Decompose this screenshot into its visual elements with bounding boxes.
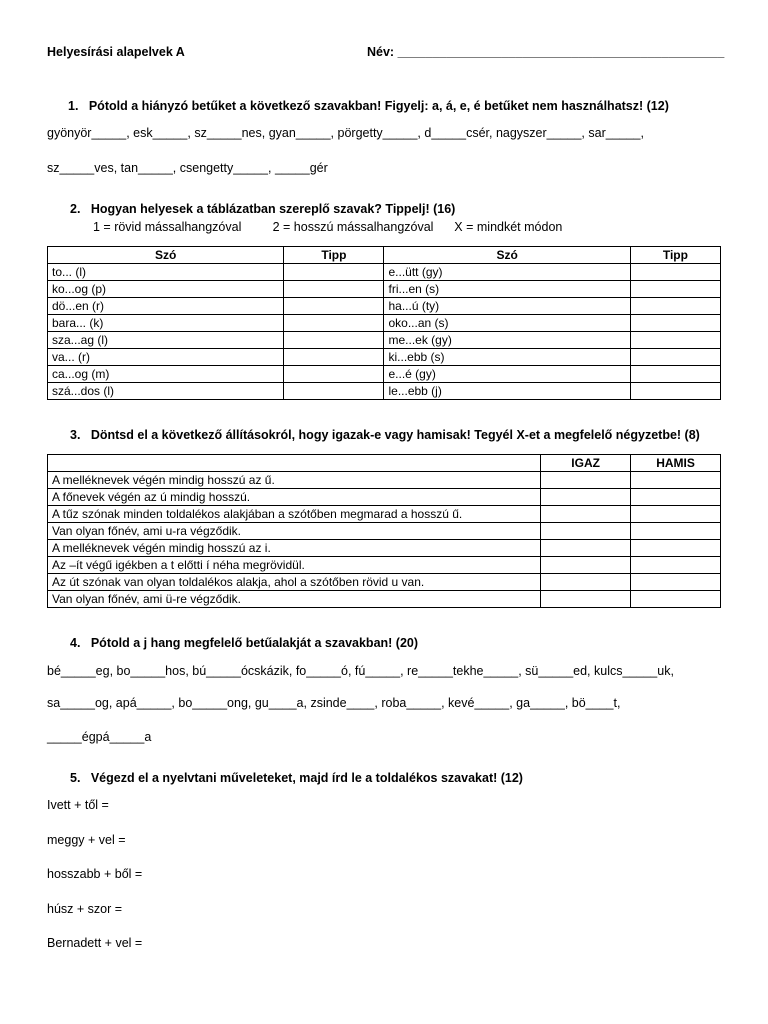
false-checkbox-cell[interactable] xyxy=(631,489,721,506)
word-cell: bara... (k) xyxy=(48,315,284,332)
statement-cell: A melléknevek végén mindig hosszú az i. xyxy=(48,540,541,557)
table-row xyxy=(48,315,721,332)
true-checkbox-cell[interactable] xyxy=(541,557,631,574)
word-cell: ki...ebb (s) xyxy=(384,349,630,366)
col-header-word: Szó xyxy=(48,247,284,264)
guess-cell[interactable] xyxy=(284,315,384,332)
word-cell: oko...an (s) xyxy=(384,315,630,332)
false-checkbox-cell[interactable] xyxy=(631,591,721,608)
task5-item[interactable]: húsz + szor = xyxy=(47,902,123,916)
guess-cell[interactable] xyxy=(284,264,384,281)
table-row xyxy=(48,383,721,400)
word-cell: to... (l) xyxy=(48,264,284,281)
table-row xyxy=(48,349,721,366)
guess-cell[interactable] xyxy=(284,349,384,366)
true-checkbox-cell[interactable] xyxy=(541,489,631,506)
task4-line-3[interactable]: _____égpá_____a xyxy=(47,730,152,744)
task3-header-row xyxy=(48,455,721,472)
name-field-label[interactable]: Név: _______________________________________________ xyxy=(367,45,725,59)
guess-cell[interactable] xyxy=(284,281,384,298)
word-cell: ca...og (m) xyxy=(48,366,284,383)
word-cell: le...ebb (j) xyxy=(384,383,630,400)
col-header-false: HAMIS xyxy=(631,455,721,472)
table-row xyxy=(48,540,721,557)
false-checkbox-cell[interactable] xyxy=(631,506,721,523)
task4-line-2[interactable]: sa_____og, apá_____, bo_____ong, gu____a, zsinde____, roba_____, kevé_____, ga_____, bö____t, xyxy=(47,696,621,710)
task1-line-2[interactable]: sz_____ves, tan_____, csengetty_____, _____gér xyxy=(47,161,328,175)
statement-cell: A tűz szónak minden toldalékos alakjában a szótőben megmarad a hosszú ű. xyxy=(48,506,541,523)
task4-heading: 4. Pótold a j hang megfelelő betűalakját a szavakban! (20) xyxy=(70,636,419,650)
task5-item[interactable]: meggy + vel = xyxy=(47,833,126,847)
col-header-guess: Tipp xyxy=(284,247,384,264)
task2-heading: 2. Hogyan helyesek a táblázatban szereplő szavak? Tippelj! (16) xyxy=(70,202,456,216)
true-checkbox-cell[interactable] xyxy=(541,523,631,540)
word-cell: ko...og (p) xyxy=(48,281,284,298)
task5-item[interactable]: hosszabb + ből = xyxy=(47,867,143,881)
guess-cell[interactable] xyxy=(630,315,720,332)
task2-header-row xyxy=(48,247,721,264)
guess-cell[interactable] xyxy=(630,298,720,315)
statement-cell: Az –ít végű igékben a t előtti í néha megrövidül. xyxy=(48,557,541,574)
task1-heading: 1. Pótold a hiányzó betűket a következő szavakban! Figyelj: a, á, e, é betűket nem használhatsz! (12) xyxy=(68,99,669,113)
table-row xyxy=(48,523,721,540)
true-checkbox-cell[interactable] xyxy=(541,574,631,591)
table-row xyxy=(48,489,721,506)
statement-cell: Van olyan főnév, ami ü-re végződik. xyxy=(48,591,541,608)
true-checkbox-cell[interactable] xyxy=(541,472,631,489)
table-row xyxy=(48,298,721,315)
task5-heading: 5. Végezd el a nyelvtani műveleteket, majd írd le a toldalékos szavakat! (12) xyxy=(70,771,523,785)
word-cell: e...ütt (gy) xyxy=(384,264,630,281)
task2-table xyxy=(47,246,721,400)
statement-cell: A melléknevek végén mindig hosszú az ű. xyxy=(48,472,541,489)
table-row xyxy=(48,557,721,574)
true-checkbox-cell[interactable] xyxy=(541,591,631,608)
word-cell: szá...dos (l) xyxy=(48,383,284,400)
col-header-word: Szó xyxy=(384,247,630,264)
task5-item[interactable]: Bernadett + vel = xyxy=(47,936,143,950)
worksheet-title: Helyesírási alapelvek A xyxy=(47,45,185,59)
table-row xyxy=(48,574,721,591)
guess-cell[interactable] xyxy=(630,281,720,298)
task4-line-1[interactable]: bé_____eg, bo_____hos, bú_____ócskázik, fo_____ó, fú_____, re_____tekhe_____, sü_____ed, kulcs_____uk, xyxy=(47,664,674,678)
col-header-blank xyxy=(48,455,541,472)
false-checkbox-cell[interactable] xyxy=(631,472,721,489)
guess-cell[interactable] xyxy=(630,383,720,400)
guess-cell[interactable] xyxy=(630,349,720,366)
table-row xyxy=(48,264,721,281)
task2-legend: 1 = rövid mássalhangzóval 2 = hosszú mássalhangzóval X = mindkét módon xyxy=(93,220,563,234)
guess-cell[interactable] xyxy=(284,383,384,400)
task3-heading: 3. Döntsd el a következő állításokról, hogy igazak-e vagy hamisak! Tegyél X-et a megfelelő négyzetbe! (8) xyxy=(70,428,700,442)
word-cell: sza...ag (l) xyxy=(48,332,284,349)
true-checkbox-cell[interactable] xyxy=(541,540,631,557)
guess-cell[interactable] xyxy=(284,366,384,383)
false-checkbox-cell[interactable] xyxy=(631,523,721,540)
guess-cell[interactable] xyxy=(284,298,384,315)
table-row xyxy=(48,591,721,608)
col-header-true: IGAZ xyxy=(541,455,631,472)
true-checkbox-cell[interactable] xyxy=(541,506,631,523)
false-checkbox-cell[interactable] xyxy=(631,540,721,557)
false-checkbox-cell[interactable] xyxy=(631,574,721,591)
guess-cell[interactable] xyxy=(284,332,384,349)
table-row xyxy=(48,332,721,349)
table-row xyxy=(48,472,721,489)
statement-cell: Az út szónak van olyan toldalékos alakja, ahol a szótőben rövid u van. xyxy=(48,574,541,591)
word-cell: dö...en (r) xyxy=(48,298,284,315)
statement-cell: Van olyan főnév, ami u-ra végződik. xyxy=(48,523,541,540)
guess-cell[interactable] xyxy=(630,332,720,349)
statement-cell: A főnevek végén az ú mindig hosszú. xyxy=(48,489,541,506)
task1-line-1[interactable]: gyönyör_____, esk_____, sz_____nes, gyan_____, pörgetty_____, d_____csér, nagyszer_____, sar_____, xyxy=(47,126,644,140)
task3-table xyxy=(47,454,721,608)
table-row xyxy=(48,366,721,383)
col-header-guess: Tipp xyxy=(630,247,720,264)
word-cell: e...é (gy) xyxy=(384,366,630,383)
word-cell: fri...en (s) xyxy=(384,281,630,298)
word-cell: va... (r) xyxy=(48,349,284,366)
guess-cell[interactable] xyxy=(630,366,720,383)
guess-cell[interactable] xyxy=(630,264,720,281)
table-row xyxy=(48,506,721,523)
word-cell: me...ek (gy) xyxy=(384,332,630,349)
table-row xyxy=(48,281,721,298)
word-cell: ha...ú (ty) xyxy=(384,298,630,315)
task5-item[interactable]: Ivett + től = xyxy=(47,798,109,812)
false-checkbox-cell[interactable] xyxy=(631,557,721,574)
